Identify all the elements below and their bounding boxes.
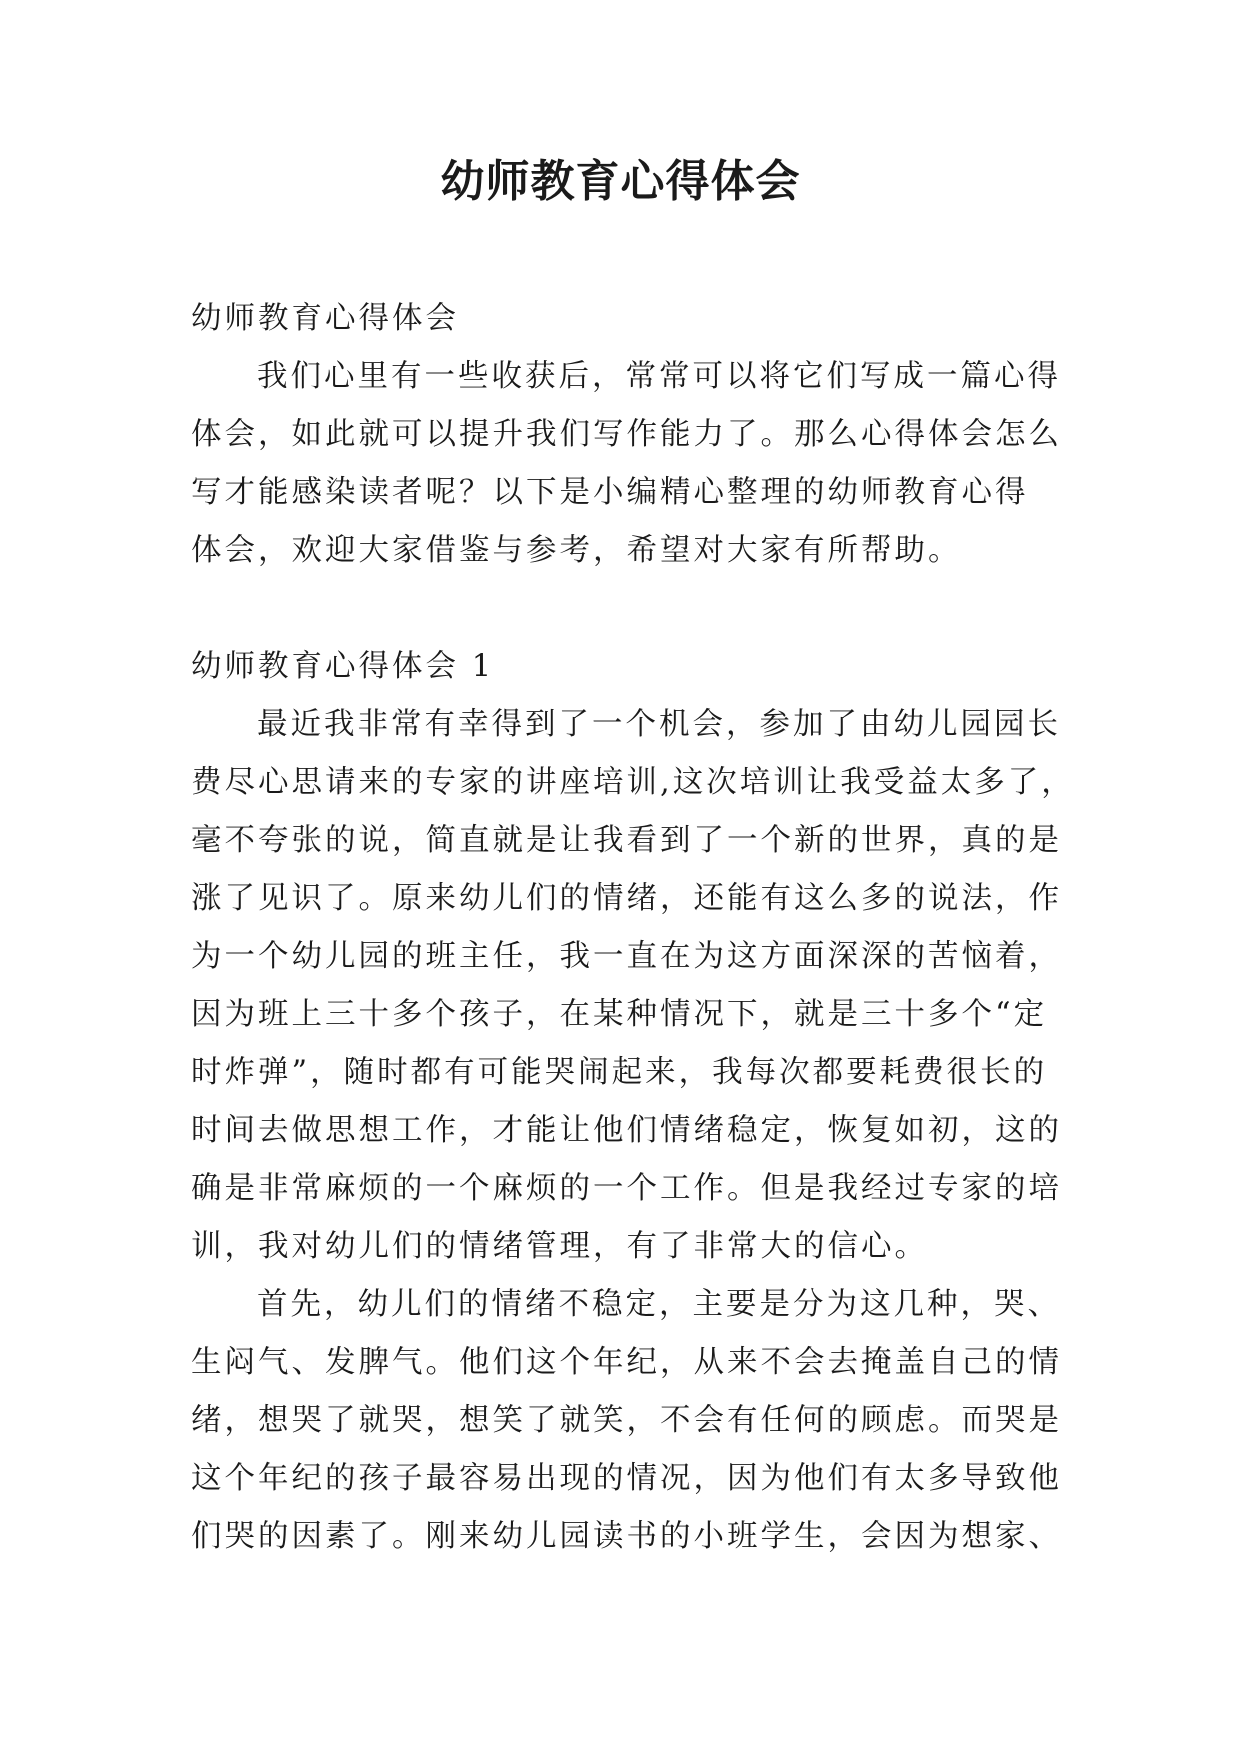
paragraph-line: 涨了见识了。原来幼儿们的情绪，还能有这么多的说法，作 [191,881,1062,916]
paragraph-line: 们哭的因素了。刚来幼儿园读书的小班学生，会因为想家、 [191,1519,1062,1554]
paragraph-line: 最近我非常有幸得到了一个机会，参加了由幼儿园园长 [257,707,1061,742]
paragraph-line: 我们心里有一些收获后，常常可以将它们写成一篇心得 [257,359,1061,394]
paragraph-line: 毫不夸张的说，简直就是让我看到了一个新的世界，真的是 [191,823,1062,858]
paragraph-line: 绪，想哭了就哭，想笑了就笑，不会有任何的顾虑。而哭是 [191,1403,1062,1438]
section-heading: 幼师教育心得体会 [191,301,459,336]
paragraph-line: 生闷气、发脾气。他们这个年纪，从来不会去掩盖自己的情 [191,1345,1062,1380]
paragraph-line: 时间去做思想工作，才能让他们情绪稳定，恢复如初，这的 [191,1113,1062,1148]
paragraph-spacer [191,580,1071,638]
paragraph-line: 体会，欢迎大家借鉴与参考，希望对大家有所帮助。 [191,533,962,568]
paragraph-line: 训，我对幼儿们的情绪管理，有了非常大的信心。 [191,1229,928,1264]
paragraph-line: 这个年纪的孩子最容易出现的情况，因为他们有太多导致他 [191,1461,1062,1496]
paragraph-line: 写才能感染读者呢？以下是小编精心整理的幼师教育心得 [191,475,1029,510]
paragraph-line: 费尽心思请来的专家的讲座培训,这次培训让我受益太多了， [191,765,1075,800]
section-heading: 幼师教育心得体会 1 [191,649,495,684]
document-title: 幼师教育心得体会 [440,156,801,207]
paragraph-line: 确是非常麻烦的一个麻烦的一个工作。但是我经过专家的培 [191,1171,1062,1206]
paragraph-line: 因为班上三十多个孩子，在某种情况下，就是三十多个“定 [191,997,1048,1032]
paragraph-line: 为一个幼儿园的班主任，我一直在为这方面深深的苦恼着， [191,939,1062,974]
paragraph-line: 时炸弹”，随时都有可能哭闹起来，我每次都要耗费很长的 [191,1055,1048,1090]
paragraph-line: 首先，幼儿们的情绪不稳定，主要是分为这几种，哭、 [257,1287,1061,1322]
paragraph-line: 体会，如此就可以提升我们写作能力了。那么心得体会怎么 [191,417,1062,452]
document-body [191,290,1075,1566]
